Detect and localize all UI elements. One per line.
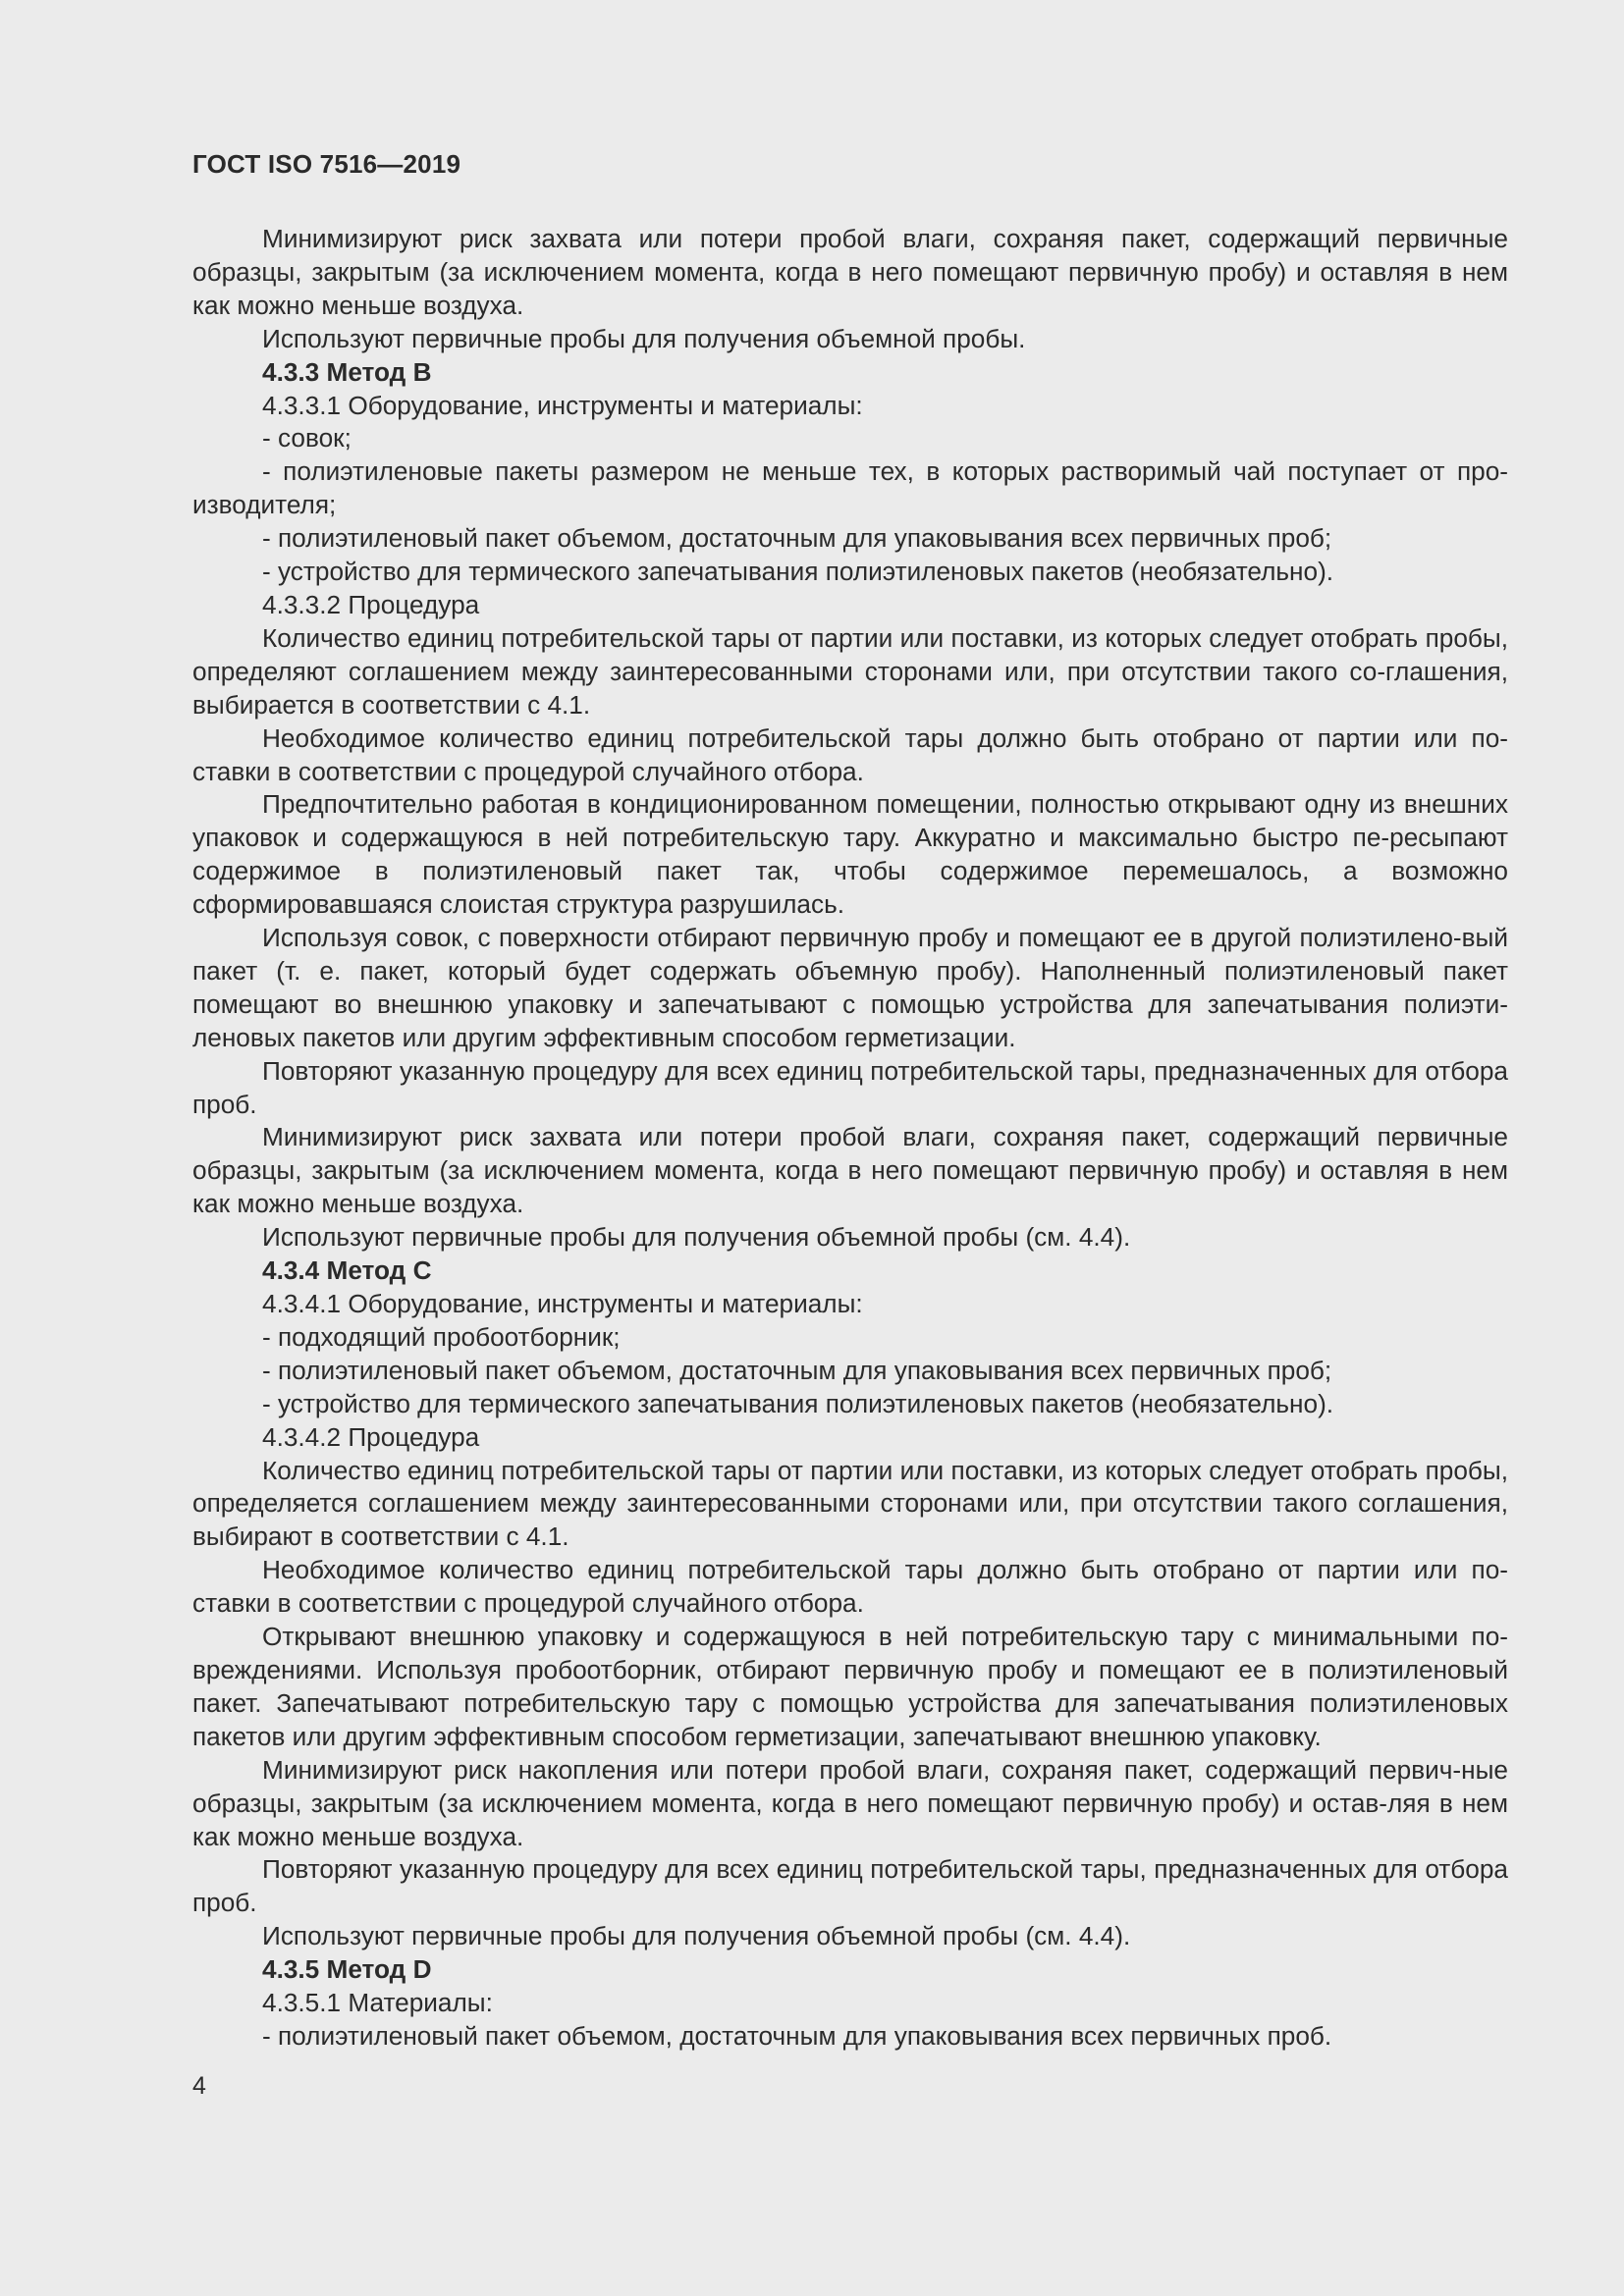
paragraph: Количество единиц потребительской тары от партии или поставки, из которых следует отобрать пробы, определяют соглашением между заинтересованными сторонами или, при отсутствии такого со-глашения, выбирается в соответствии с 4.1. (192, 622, 1508, 720)
paragraph: Используют первичные пробы для получения объемной пробы (см. 4.4). (262, 1222, 1131, 1253)
list-item: - полиэтиленовый пакет объемом, достаточным для упаковывания всех первичных проб; (262, 523, 1332, 554)
subsection-heading: 4.3.3.2 Процедура (262, 589, 480, 619)
subsection-heading: 4.3.4.1 Оборудование, инструменты и материалы: (262, 1289, 863, 1318)
paragraph: Предпочтительно работая в кондиционированном помещении, полностью открывают одну из внешних упаковок и содержащуюся в ней потребительскую тару. Аккуратно и максимально быстро пе-ресыпают содержимое в полиэтиленовый пакет так, чтобы содержимое перемешалось, а возможно сформировавшаяся слоистая структура разрушилась. (192, 789, 1508, 920)
paragraph: Повторяют указанную процедуру для всех единиц потребительской тары, предназначенных для отбора проб. (192, 1854, 1508, 1918)
list-item: - полиэтиленовые пакеты размером не меньше тех, в которых растворимый чай поступает от про-изводителя; (192, 456, 1508, 520)
paragraph: Минимизируют риск накопления или потери пробой влаги, сохраняя пакет, содержащий первич-ные образцы, закрытым (за исключением момента, когда в него помещают первичную пробу) и остав-ляя в нем как можно меньше воздуха. (192, 1754, 1508, 1851)
paragraph: Открывают внешнюю упаковку и содержащуюся в ней потребительскую тару с минимальными по-вреждениями. Используя пробоотборник, отбирают первичную пробу и помещают ее в полиэтиленовый пакет. Запечатывают потребительскую тару с помощью устройства для запечатывания полиэтиленовых пакетов или другим эффективным способом герметизации, запечатывают внешнюю упаковку. (192, 1622, 1508, 1751)
section-heading-method-c: 4.3.4 Метод С (262, 1255, 432, 1286)
subsection-heading: 4.3.5.1 Материалы: (262, 1988, 493, 2018)
paragraph: Необходимое количество единиц потребительской тары должно быть отобрано от партии или по-ставки в соответствии с процедурой случайного отбора. (192, 722, 1508, 786)
list-item: - совок; (262, 423, 352, 454)
paragraph: Минимизируют риск захвата или потери пробой влаги, сохраняя пакет, содержащий первичные образцы, закрытым (за исключением момента, когда в него помещают первичную пробу) и оставляя в нем как можно меньше воздуха. (192, 224, 1508, 320)
subsection-heading: 4.3.4.2 Процедура (262, 1421, 480, 1452)
subsection-heading: 4.3.3.1 Оборудование, инструменты и материалы: (262, 390, 863, 420)
paragraph: Количество единиц потребительской тары от партии или поставки, из которых следует отобрать пробы, определяется соглашением между заинтересованными сторонами или, при отсутствии такого соглашения, выбирают в соответствии с 4.1. (192, 1455, 1508, 1552)
list-item: - подходящий пробоотборник; (262, 1321, 621, 1352)
document-page (192, 147, 1508, 2054)
paragraph: Минимизируют риск захвата или потери пробой влаги, сохраняя пакет, содержащий первичные образцы, закрытым (за исключением момента, когда в него помещают первичную пробу) и оставляя в нем как можно меньше воздуха. (192, 1122, 1508, 1219)
list-item: - полиэтиленовый пакет объемом, достаточным для упаковывания всех первичных проб. (262, 2020, 1332, 2051)
paragraph: Используют первичные пробы для получения объемной пробы. (262, 323, 1026, 353)
document-header: ГОСТ ISO 7516—2019 (192, 149, 461, 179)
paragraph: Повторяют указанную процедуру для всех единиц потребительской тары, предназначенных для отбора проб. (192, 1055, 1508, 1119)
paragraph: Используя совок, с поверхности отбирают первичную пробу и помещают ее в другой полиэтилено-вый пакет (т. е. пакет, который будет содержать объемную пробу). Наполненный полиэтиленовый пакет помещают во внешнюю упаковку и запечатывают с помощью устройства для запечатывания полиэти-леновых пакетов или другим эффективным способом герметизации. (192, 923, 1508, 1052)
section-heading-method-b: 4.3.3 Метод В (262, 356, 432, 387)
list-item: - устройство для термического запечатывания полиэтиленовых пакетов (необязательно). (262, 557, 1334, 587)
list-item: - устройство для термического запечатывания полиэтиленовых пакетов (необязательно). (262, 1388, 1334, 1418)
paragraph: Используют первичные пробы для получения объемной пробы (см. 4.4). (262, 1921, 1131, 1951)
list-item: - полиэтиленовый пакет объемом, достаточным для упаковывания всех первичных проб; (262, 1355, 1332, 1385)
section-heading-method-d: 4.3.5 Метод D (262, 1954, 432, 1985)
page-number: 4 (192, 2072, 206, 2100)
paragraph: Необходимое количество единиц потребительской тары должно быть отобрано от партии или по-ставки в соответствии с процедурой случайного отбора. (192, 1555, 1508, 1619)
document-body (192, 223, 1508, 2054)
